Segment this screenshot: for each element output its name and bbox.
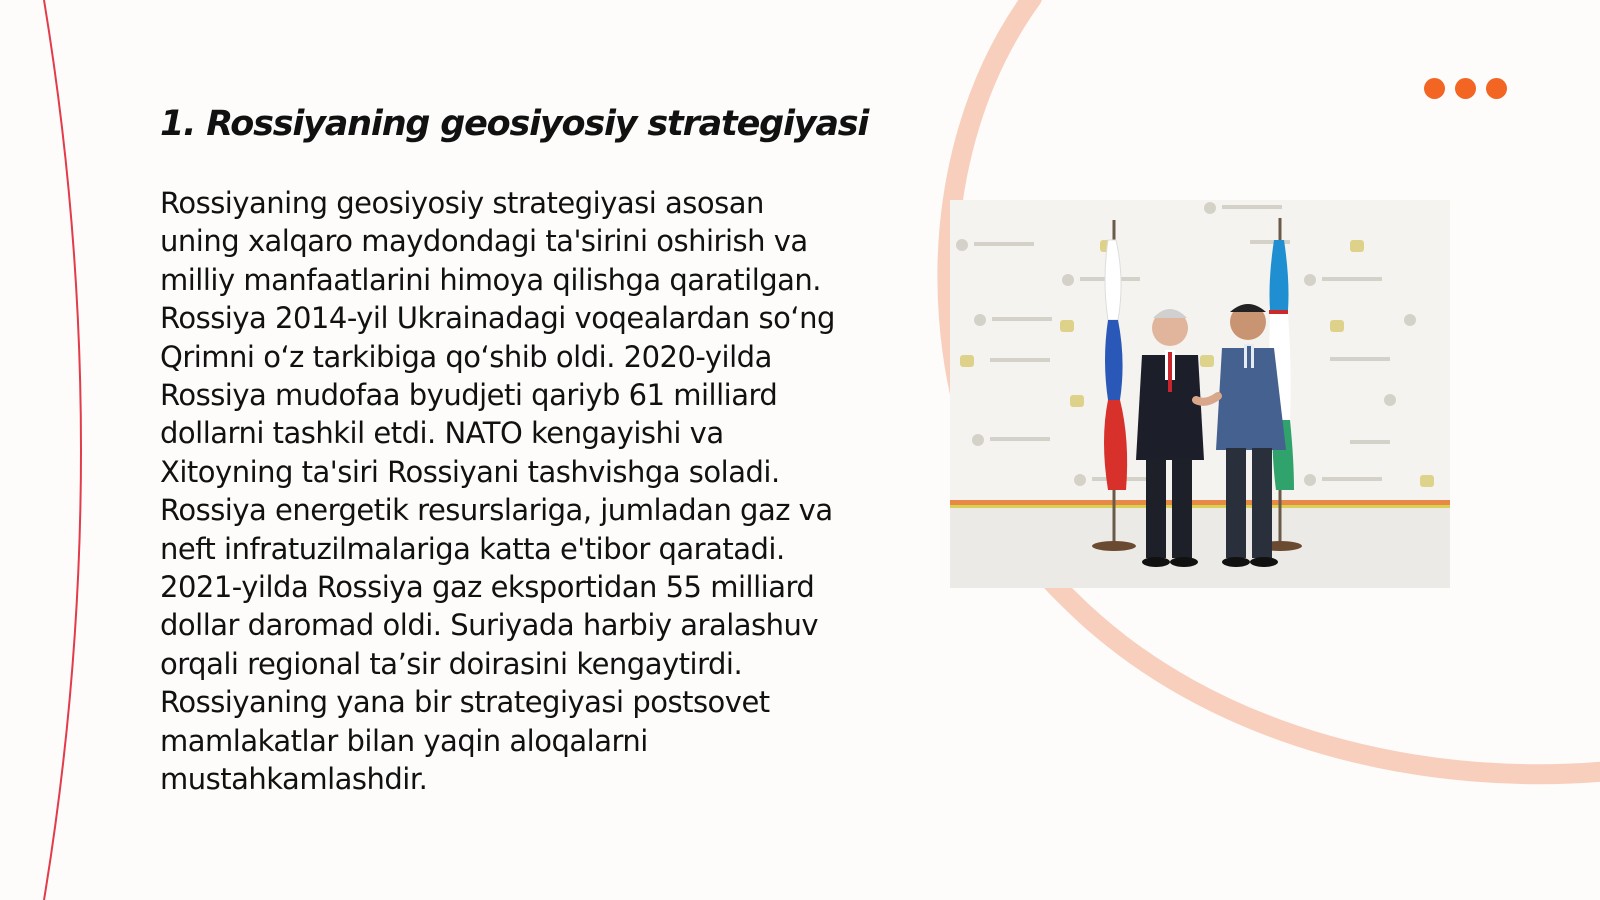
slide-body-text: Rossiyaning geosiyosiy strategiyasi asosan uning xalqaro maydondagi ta'sirini oshirish va milliy manfaatlarini himoya qilishga qaratilgan. Rossiya 2014-yil Ukrainadagi voqealardan so‘ng Qrimni o‘z tarkibiga qo‘shib oldi. 2020-yilda Rossiya mudofaa byudjeti qariyb 61 milliard dollarni tashkil etdi. NATO kengayishi va Xitoyning ta'siri Rossiyani tashvishga soladi. Rossiya energetik resurslariga, jumladan gaz va neft infratuzilmalariga katta e'tibor qaratadi. 2021-yilda Rossiya gaz eksportidan 55 milliard dollar daromad oldi. Suriyada harbiy aralashuv orqali regional ta’sir doirasini kengaytirdi. Rossiyaning yana bir strategiyasi postsovet mamlakatlar bilan yaqin aloqalarni mustahkamlashdir. (160, 186, 835, 797)
handshake-photo (950, 200, 1450, 588)
dot (1455, 78, 1476, 99)
dot (1486, 78, 1507, 99)
slide-title: 1. Rossiyaning geosiyosiy strategiyasi (160, 104, 869, 144)
more-dots-icon (1424, 78, 1507, 99)
dot (1424, 78, 1445, 99)
left-accent-line (44, 0, 81, 900)
